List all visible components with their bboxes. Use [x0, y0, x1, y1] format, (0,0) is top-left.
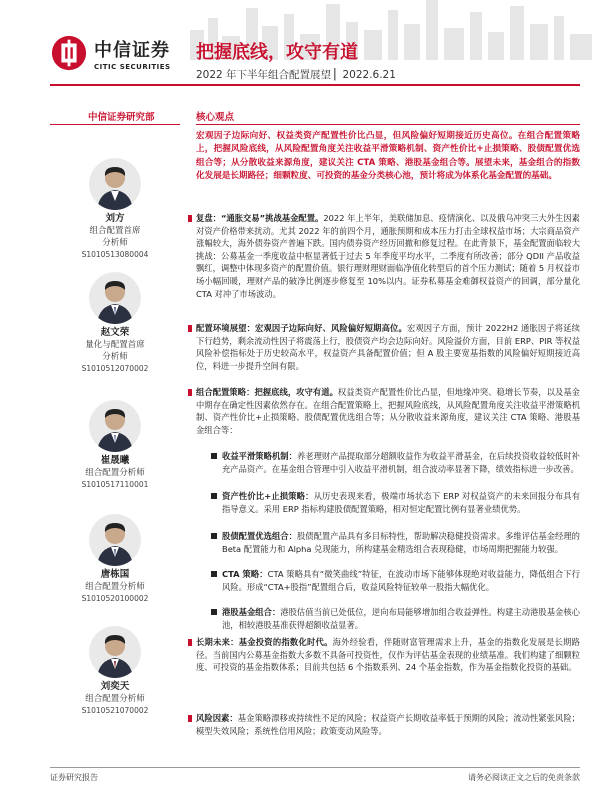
analyst-card	[60, 514, 170, 605]
report-header	[0, 0, 600, 92]
analyst-card	[60, 626, 170, 717]
review-paragraph	[196, 212, 580, 300]
header-divider	[50, 84, 580, 86]
left-heading-underline	[50, 124, 180, 125]
analyst-name: 刘方	[105, 213, 125, 224]
analyst-card	[60, 400, 170, 491]
square-bullet	[211, 493, 217, 499]
report-title: 把握底线，攻守有道	[196, 42, 358, 63]
square-bullet	[211, 571, 217, 577]
analyst-card	[60, 158, 170, 261]
subitem-text: 养老理财产品提取部分超额收益作为收益平滑基金，在后续投资收益较低时补充产品资产。在基金组合管理中引入收益平滑机制，组合波动率显著下降，绩效指标进一步改善。	[222, 451, 580, 474]
subitem-lead: 股债配置优选组合：	[222, 531, 297, 541]
right-heading-underline	[196, 124, 580, 125]
footer-divider	[50, 767, 580, 768]
bullet-marker	[188, 639, 192, 646]
analyst-name: 唐栋国	[100, 569, 130, 580]
subitem-lead: 港股基金组合：	[222, 607, 281, 617]
logo-english-name: CITIC SECURITIES	[94, 62, 171, 71]
analyst-card	[60, 272, 170, 375]
subitem-text: 港股估值当前已处低位，逆向布局能够增加组合收益弹性。构建主动港股基金核心池，相较港股基准获得超额收益显著。	[222, 607, 580, 630]
strategy-paragraph	[196, 386, 580, 436]
subitem-lead: 资产性价比+止损策略：	[222, 491, 314, 501]
paragraph-lead: 风险因素：	[196, 713, 238, 723]
analyst-license-id: S1010512070002	[81, 364, 149, 373]
subitem-text: CTA 策略具有“微笑曲线”特征，在波动市场下能够体现绝对收益能力，降低组合下行风险。形成“CTA+股指”配置组合后，收益风险特征较单一股指大幅优化。	[222, 569, 580, 592]
paragraph-lead: 组合配置策略：把握底线，攻守有道。	[196, 387, 338, 397]
bullet-marker	[188, 215, 192, 222]
analyst-role: 量化与配置首席	[85, 340, 145, 350]
paragraph-lead: 配置环境展望：宏观因子边际向好、风险偏好短期高位。	[196, 323, 407, 333]
research-dept-heading: 中信证券研究部	[88, 112, 155, 123]
square-bullet	[211, 453, 217, 459]
strategy-subitem	[222, 606, 580, 631]
key-points-heading: 核心观点	[196, 112, 235, 123]
logo-chinese-name: 中信证券	[94, 39, 170, 61]
paragraph-text: 海外经验看，伴随财富管理需求上升，基金的指数化发展是长期路径。当前国内公募基金指数大多数不具备可投资性，仅作为评估基金表现的业绩基准。我们构建了细颗粒度、可投资的基金指数体系；目前共包括 6 个指数系列、24 个基金指数，作为基金指数化投资的基础。	[196, 637, 580, 673]
footer-disclaimer-note: 请务必阅读正文之后的免责条款	[468, 773, 580, 782]
paragraph-text: 基金策略漂移或持续性不足的风险；权益资产长期收益率低于预期的风险；流动性紧张风险；模型失效风险；系统性信用风险；政策变动风险等。	[196, 713, 580, 736]
strategy-subitem	[222, 450, 580, 475]
analyst-role: 分析师	[102, 352, 128, 362]
citic-logo	[50, 34, 171, 72]
analyst-name: 赵文荣	[100, 327, 130, 338]
analyst-role: 组合配置分析师	[85, 582, 145, 592]
long-term-paragraph	[196, 636, 580, 674]
analyst-photo	[89, 514, 141, 566]
report-subtitle: 2022 年下半年组合配置展望 ▏2022.6.21	[196, 69, 396, 81]
paragraph-text: 权益类资产配置性价比凸显，但地缘冲突、稳增长节奏，以及基金中期存在确定性因素依然存在。在组合配置策略上，把握风险底线，从风险配置角度关注收益平滑策略机制、资产性价比+止损策略、股债配置优选组合等；从分散收益来源角度，建议关注 CTA 策略、港股基金组合等：	[196, 387, 580, 435]
analyst-photo	[89, 626, 141, 678]
citic-logo-icon	[50, 34, 88, 72]
analyst-role: 组合配置分析师	[85, 468, 145, 478]
analyst-role: 组合配置首席	[89, 226, 141, 236]
square-bullet	[211, 609, 217, 615]
key-summary: 宏观因子边际向好、权益类资产配置性价比凸显，但风险偏好短期接近历史高位。在组合配置策略上，把握风险底线，从风险配置角度关注收益平滑策略机制、资产性价比+止损策略、股债配置优选组合等；从分散收益来源角度，建议关注 CTA 策略、港股基金组合等。展望未来，基金组合的指数化发展是长期路径；细颗粒度、可投资的基金分类核心池，预计将成为体系化基金配置的基础。	[196, 131, 580, 182]
subitem-text: 股债配置产品具有多目标特性，帮助解决稳健投资需求。多维评估基金经理的 Beta 配置能力和 Alpha 兑现能力，所构建基金精选组合表现稳健，市场周期把握能力较强。	[222, 531, 580, 554]
analyst-photo	[89, 272, 141, 324]
subitem-lead: CTA 策略：	[222, 569, 268, 579]
bullet-marker	[188, 325, 192, 332]
bullet-marker	[188, 715, 192, 722]
strategy-subitem	[222, 568, 580, 593]
paragraph-lead: 长期未来：基金投资的指数化时代。	[196, 637, 333, 647]
subitem-lead: 收益平滑策略机制：	[222, 451, 297, 461]
subitem-text: 从历史表现来看，极端市场状态下 ERP 对权益资产的未来回报分布具有指导意义。采用 ERP 指标构建股债配置策略，相对恒定配置比例有显著业绩优势。	[222, 491, 580, 514]
analyst-photo	[89, 400, 141, 452]
analyst-role: 组合配置分析师	[85, 694, 145, 704]
paragraph-text: 2022 年上半年，美联储加息、疫情演化、以及俄乌冲突三大外生因素对资产价格带来扰动。尤其 2022 年的前四个月，通胀预期和成本压力打击全球权益市场；大宗商品资产涨幅较大，海外债券资产普遍下跌。国内债券资产经历回撤和修复过程。在此背景下，基金配置面临较大挑战：公募基金一季度收益中枢显著低于过去 5 年季度平均水平，二季度有所改善；部分 QDII 产品收益飘红，调整中体现多资产的配置价值。银行理财理财面临净值化转型后的首个压力测试；随着 5 月权益市场小幅回暖，理财产品的破净比例逐步修复至 10%以内。证券私募基金难御权益资产的回调，部分量化 CTA 对冲了市场波动。	[196, 213, 580, 299]
paragraph-text: 宏观因子方面，预计 2022H2 通胀因子将延续下行趋势，剩余流动性因子将震荡上行，股债资产均会边际向好。风险溢价方面，目前 ERP、PIR 等权益风险补偿指标处于历史较高水平，权益资产具备配置价值；但 A 股主要宽基指数的风险偏好短期接近高位，料进一步提升空间有限。	[196, 323, 580, 371]
square-bullet	[211, 533, 217, 539]
analyst-name: 崔晟曦	[100, 455, 130, 466]
strategy-subitem	[222, 530, 580, 555]
outlook-paragraph	[196, 322, 580, 372]
analyst-photo	[89, 158, 141, 210]
analyst-license-id: S1010520100002	[81, 594, 149, 603]
analyst-license-id: S1010513080004	[81, 250, 149, 259]
paragraph-lead: 复盘：“通胀交易”挑战基金配置。	[196, 213, 324, 223]
analyst-role: 分析师	[102, 238, 128, 248]
footer-report-type: 证券研究报告	[50, 773, 98, 782]
risk-paragraph	[196, 712, 580, 737]
bullet-marker	[188, 389, 192, 396]
analyst-license-id: S1010517110001	[81, 480, 149, 489]
strategy-subitem	[222, 490, 580, 515]
analyst-license-id: S1010521070002	[81, 706, 149, 715]
analyst-name: 刘奕天	[100, 681, 130, 692]
